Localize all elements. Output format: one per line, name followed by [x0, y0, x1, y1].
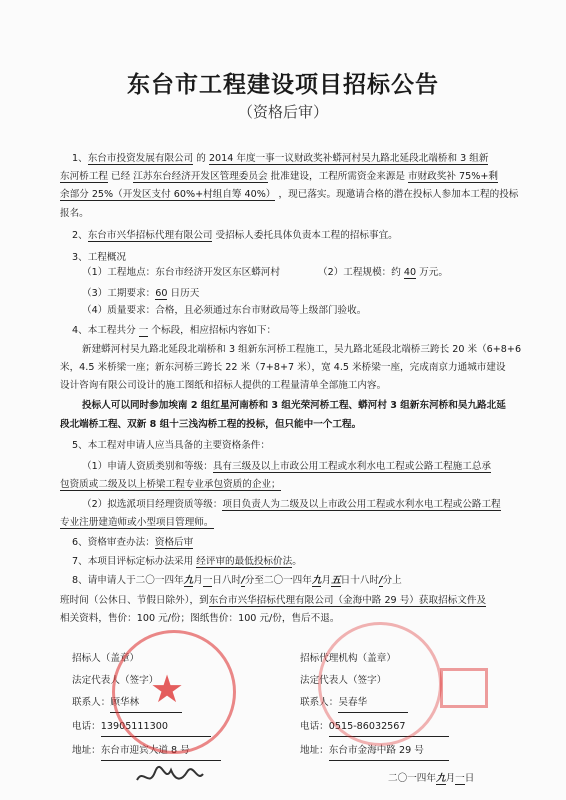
para4-text-line2: 米，4.5 米桥梁一座；新东河桥三跨长 22 米（7+8+7 米），宽 4.5 米桥梁一座，完成南京力通城市建设 [60, 362, 506, 373]
para1-line2: 东河桥工程 已经 江苏东台经济开发区管理委员会 批准建设，工程所需资金来源是 市财政奖补 75%+剩 [60, 171, 498, 182]
para5-item2-line1: （2）拟选派项目经理资质等级：项目负责人为二级及以上市政公用工程或水利水电工程或公路工程 [82, 499, 501, 510]
agency-address: 地址：东台市金海中路 29 号 [300, 742, 449, 761]
para5-item1-line1: （1）申请人资质类别和等级：具有三级及以上市政公用工程或水利水电工程或公路工程施工总承 [82, 461, 492, 472]
tenderer-phone: 电话：13905111300 [72, 718, 211, 737]
para8-line1: 8、请申请人于二〇一四年九月一日八时/分至二〇一四年九月五日十八时/分上 [72, 575, 402, 586]
tenderer-address: 地址：东台市迎宾大道 8 号 [72, 742, 221, 761]
tenderer-legal-rep-label: 法定代表人（签字） [72, 675, 159, 686]
para6: 6、资格审查办法：资格后审 [72, 537, 194, 548]
para1-line1: 1、东台市投资发展有限公司 的 2014 年度一事一议财政奖补蟒河村吴九路北延段北端桥和 3 组新 [72, 153, 489, 164]
agency-square-seal [440, 668, 488, 708]
para1-line3: 余部分 25%（开发区支付 60%+村组自筹 40%） ，现已落实。现邀请合格的潜在投标人参加本工程的投标 [60, 189, 519, 200]
para3-head: 3、工程概况 [72, 252, 127, 263]
para2: 2、东台市兴华招标代理有限公司 受招标人委托具体负责本工程的招标事宜。 [72, 230, 398, 241]
para3-item3: （3）工期要求：60 日历天 [82, 288, 200, 299]
agency-label: 招标代理机构（盖章） [300, 653, 396, 664]
agency-legal-rep-label: 法定代表人（签字） [300, 675, 387, 686]
para4-text-line1: 新建蟒河村吴九路北延段北端桥和 3 组新东河桥工程施工，吴九路北延段北端桥三跨长 20 米（6+8+6 [82, 344, 522, 355]
tenderer-label: 招标人（盖章） [72, 653, 140, 664]
seal-star-icon: ★ [150, 667, 185, 711]
para5-item1-line2: 包资质或二级及以上桥梁工程专业承包资质的企业； [60, 479, 281, 490]
handwritten-signature [135, 762, 205, 795]
page-subtitle: （资格后审） [237, 103, 328, 121]
para8-line3: 相关资料，售价：100 元/份；图纸售价：100 元/份，售后不退。 [60, 613, 340, 624]
agency-contact: 联系人：吴春华 [300, 694, 408, 713]
para5-item2-line2: 专业注册建造师或小型项目管理师。 [60, 517, 214, 528]
para7: 7、本项目评标定标办法采用 经评审的最低投标价法。 [72, 556, 302, 567]
para1-line4: 报名。 [60, 208, 89, 219]
para3-item2: （2）工程规模：约 40 万元。 [318, 267, 448, 278]
para3-item4: （4）质量要求：合格，且必须通过东台市财政局等上级部门验收。 [82, 305, 367, 316]
para4-bold-line1: 投标人可以同时参加埃南 2 组红星河南桥和 3 组光荣河桥工程、蟒河村 3 组新东河桥和吴九路北延 [82, 400, 506, 411]
para8-line2: 班时间（公休日、节假日除外），到东台市兴华招标代理有限公司（金海中路 29 号）获取招标文件及 [60, 595, 487, 606]
agency-seal [318, 622, 442, 746]
para4-head: 4、本工程共分 一 个标段，相应招标内容如下： [72, 325, 277, 336]
para4-text-line3: 设计咨询有限公司设计的施工图纸和招标人提供的工程量清单全部施工内容。 [60, 380, 387, 391]
para4-bold-line2: 段北端桥工程、双新 8 组十三浅沟桥工程的投标，但只能中一个工程。 [60, 419, 362, 430]
tenderer-contact: 联系人：顾华林 [72, 694, 182, 713]
page-title: 东台市工程建设项目招标公告 [127, 72, 439, 98]
para3-item1: （1）工程地点：东台市经济开发区东区蟒河村 [82, 267, 280, 278]
agency-phone: 电话：0515-86032567 [300, 718, 449, 737]
announcement-date: 二〇一四年九月一日 [388, 773, 475, 784]
para5-head: 5、本工程对申请人应当具备的主要资格条件： [72, 440, 270, 451]
